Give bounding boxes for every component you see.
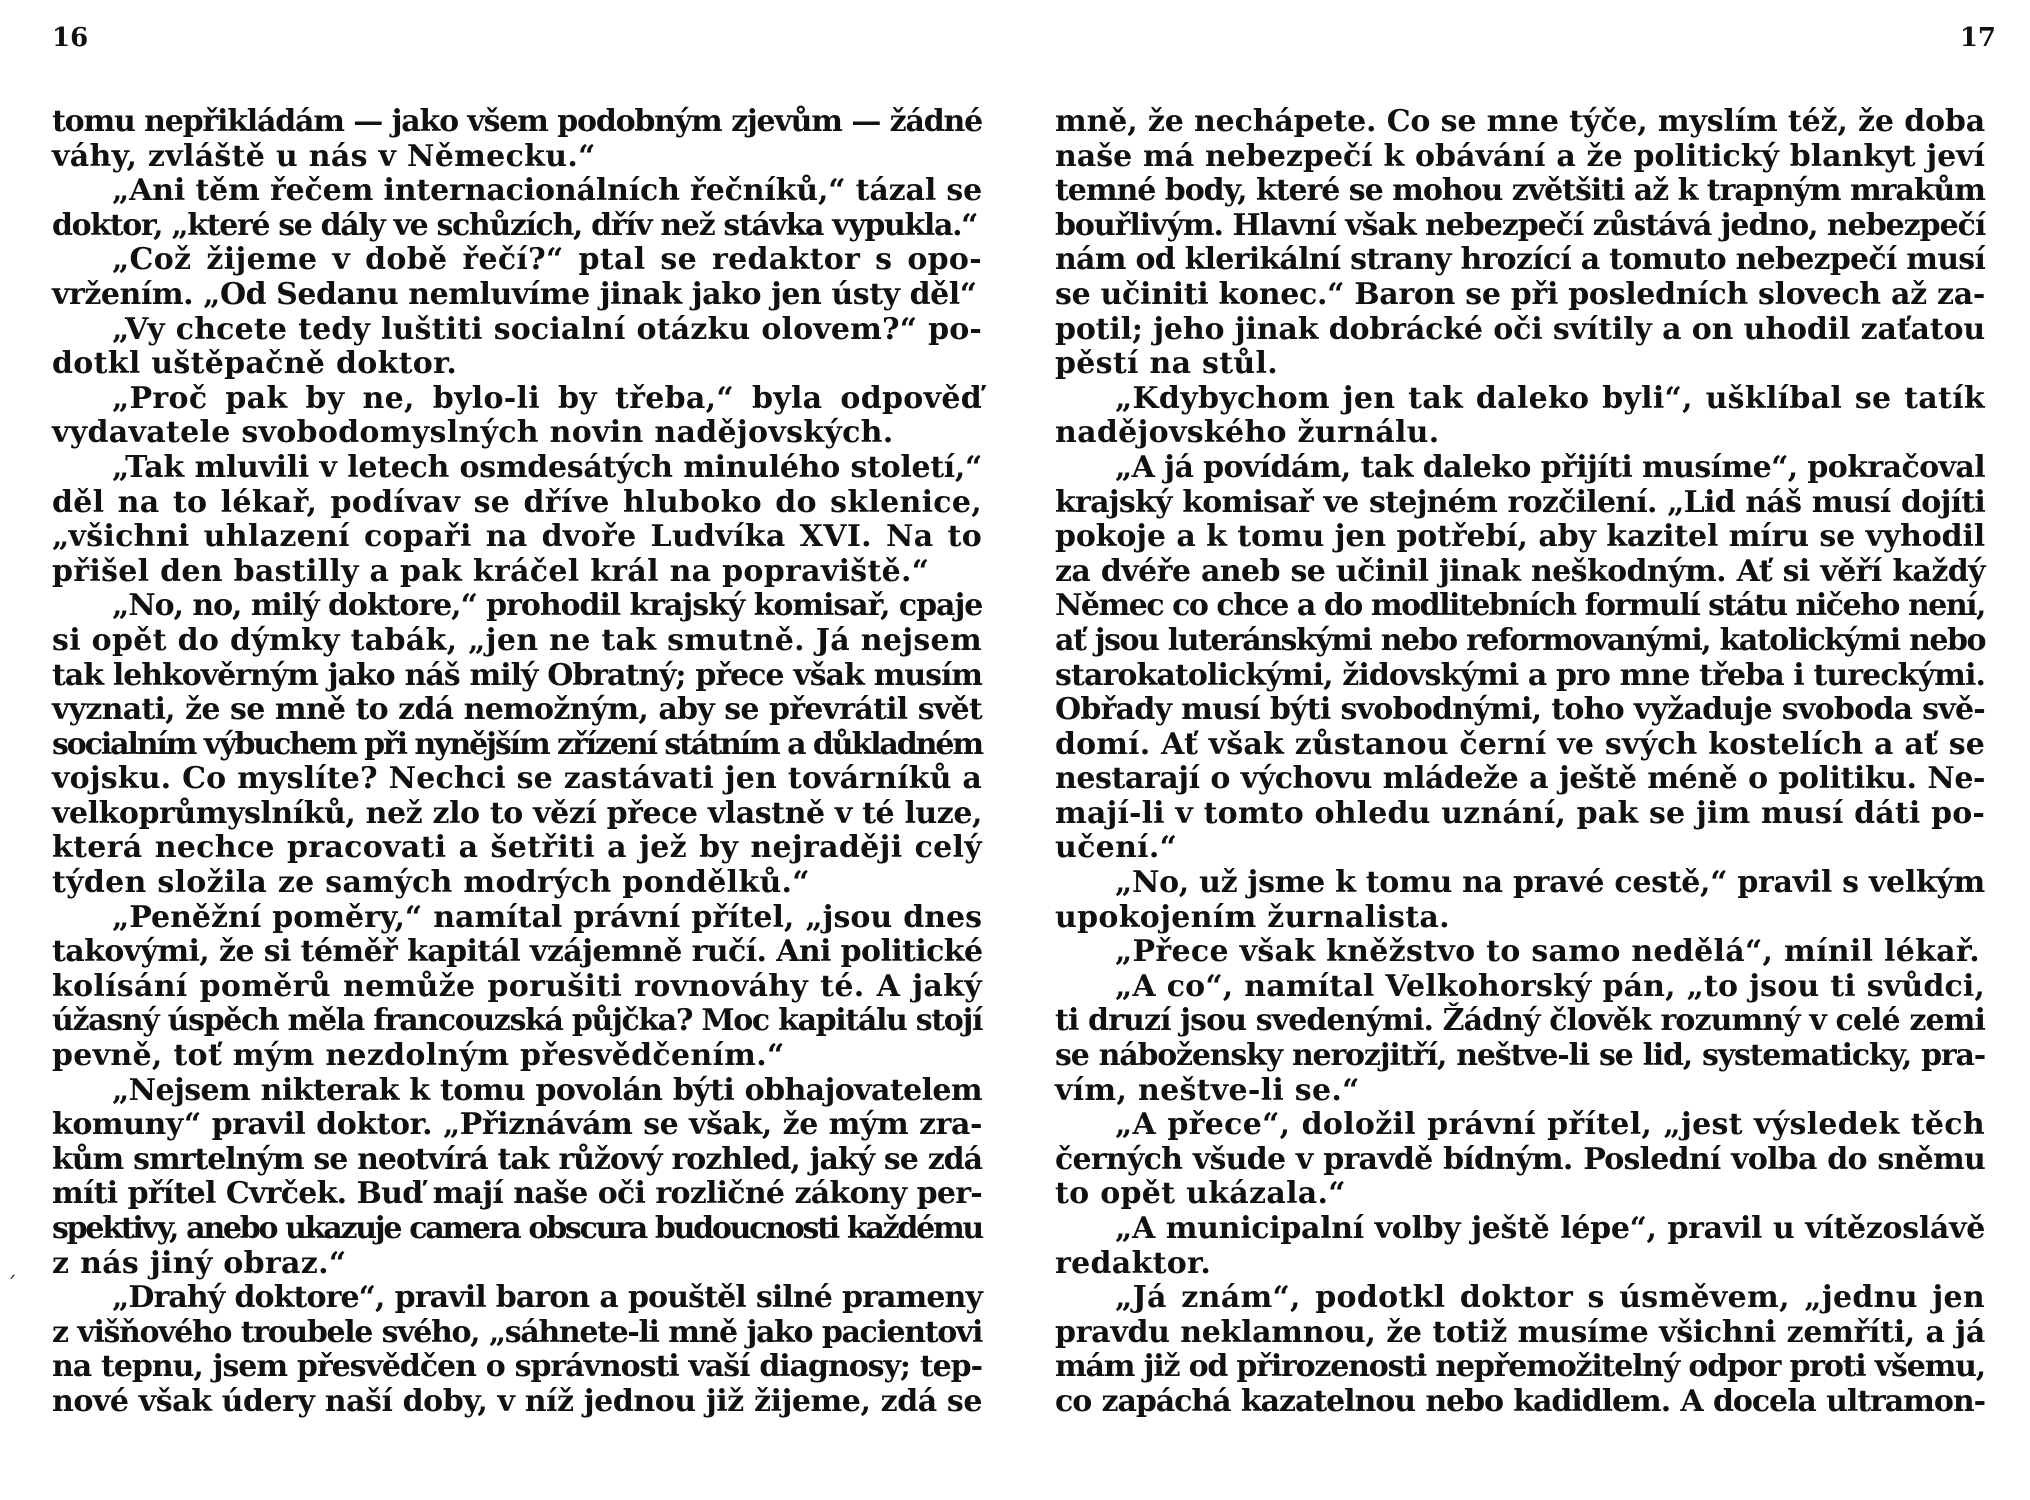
text-line: velkoprůmyslníků, než zlo to vězí přece vlastně v té luze, [52,795,982,831]
left-page-text [52,105,982,1420]
text-line: naše má nebezpečí k obávání a že politický blankyt jeví [1055,138,1985,174]
text-line: „Ani těm řečem internacionálních řečníků,“ tázal se [112,173,983,209]
text-line: pevně, toť mým nezdolným přesvědčením.“ [52,1038,785,1074]
text-line: krajský komisař ve stejném rozčilení. „Lid náš musí dojíti [1055,484,1985,520]
text-line: mám již od přirozenosti nepřemožitelný odpor proti všemu, [1055,1349,1985,1385]
text-line: upokojením žurnalista. [1055,899,1450,935]
text-line: „A přece“, doložil právní přítel, „jest výsledek těch [1115,1107,1985,1143]
text-line: „Tak mluvili v letech osmdesátých minulého století,“ [112,449,982,485]
text-line: potil; jeho jinak dobrácké oči svítily a on uhodil zaťatou [1055,311,1985,347]
text-line: „Kdybychom jen tak daleko byli“, ušklíbal se tatík [1115,380,1985,416]
text-line: se nábožensky nerozjitří, neštve-li se lid, systematicky, pra- [1055,1038,1985,1074]
text-line: redaktor. [1055,1245,1212,1281]
text-line: na tepnu, jsem přesvědčen o správnosti vaší diagnosy; tep- [52,1349,982,1385]
text-line: děl na to lékař, podívav se dříve hluboko do sklenice, [52,484,982,520]
text-line: „Drahý doktore“, pravil baron a pouštěl silné prameny [112,1280,982,1316]
text-line: „Vy chcete tedy luštiti socialní otázku olovem?“ po- [112,311,982,347]
text-line: temné body, které se mohou zvětšiti až k trapným mrakům [1055,173,1985,209]
text-line: která nechce pracovati a šetřiti a jež by nejraději celý [52,830,982,866]
text-line: „No, už jsme k tomu na pravé cestě,“ pravil s velkým [1115,865,1985,901]
text-line: nestarají o výchovu mládeže a ještě méně o politiku. Ne- [1055,761,1985,797]
text-line: „Což žijeme v době řečí?“ ptal se redaktor s opo- [112,242,982,278]
text-line: z nás jiný obraz.“ [52,1245,347,1281]
text-line: „A municipalní volby ještě lépe“, pravil u vítězoslávě [1115,1211,1985,1246]
text-line: mají-li v tomto ohledu uznání, pak se jim musí dáti po- [1055,795,1985,831]
text-line: „Já znám“, podotkl doktor s úsměvem, „jednu jen [1115,1280,1985,1316]
text-line: pokoje a k tomu jen potřebí, aby kazitel míru se vyhodil [1055,519,1985,555]
text-line: přišel den bastilly a pak kráčel král na popraviště.“ [52,553,930,589]
text-line: týden složila ze samých modrých pondělků.“ [52,865,810,901]
text-line: tak lehkověrným jako náš milý Obratný; přece však musím [52,657,982,693]
text-line: pravdu neklamnou, že totiž musíme všichni zemříti, a já [1055,1314,1985,1350]
text-line: váhy, zvláště u nás v Německu.“ [52,138,596,174]
text-line: komuny“ pravil doktor. „Přiznávám se však, že mým zra- [52,1107,982,1143]
text-line: „A co“, namítal Velkohorský pán, „to jsou ti svůdci, [1115,968,1985,1004]
text-line: z višňového troubele svého, „sáhnete-li mně jako pacientovi [52,1314,982,1350]
text-line: vyznati, že se mně to zdá nemožným, aby se převrátil svět [52,692,982,728]
text-line: bouřlivým. Hlavní však nebezpečí zůstává jedno, nebezpečí [1055,207,1986,243]
text-line: míti přítel Cvrček. Buď mají naše oči rozličné zákony per- [52,1176,982,1212]
text-line: kům smrtelným se neotvírá tak růžový rozhled, jaký se zdá [52,1141,982,1177]
text-line: ti druzí jsou svedenými. Žádný člověk rozumný v celé zemi [1055,1003,1985,1039]
text-line: doktor, „které se dály ve schůzích, dřív než stávka vypukla.“ [52,207,978,243]
right-page-text [1055,105,1985,1420]
text-line: vydavatele svobodomyslných novin nadějovských. [52,415,894,451]
text-line: spektivy, anebo ukazuje camera obscura budoucnosti každému [52,1211,982,1246]
text-line: takovými, že si téměř kapitál vzájemně ručí. Ani politické [52,934,983,970]
text-line: úžasný úspěch měla francouzská půjčka? Moc kapitálu stojí [52,1003,982,1039]
text-line: to opět ukázala.“ [1055,1176,1346,1212]
text-line: vržením. „Od Sedanu nemluvíme jinak jako jen ústy děl“ [52,276,977,312]
text-line: učení.“ [1055,830,1178,866]
text-line: nám od klerikální strany hrozící a tomuto nebezpečí musí [1055,242,1986,278]
right-page-number: 17 [1959,23,1996,53]
left-page-number: 16 [52,23,89,53]
text-line: Němec co chce a do modlitebních formulí státu ničeho není, [1055,588,1985,624]
text-line: „Peněžní poměry,“ namítal právní přítel, „jsou dnes [112,899,982,935]
text-line: starokatolickými, židovskými a pro mne třeba i tureckými. [1055,657,1985,693]
text-line: ať jsou luteránskými nebo reformovanými, katolickými nebo [1055,622,1985,658]
text-line: „všichni uhlazení copaři na dvoře Ludvíka XVI. Na to [52,519,982,555]
text-line: „Přece však kněžstvo to samo nedělá“, mínil lékař. [1115,934,1981,970]
text-line: tomu nepřikládám — jako všem podobným zjevům — žádné [52,104,982,139]
text-line: socialním výbuchem při nynějším zřízení státním a důkladném [52,726,982,762]
text-line: kolísání poměrů nemůže porušiti rovnováhy té. A jaký [52,968,982,1004]
text-line: vojsku. Co myslíte? Nechci se zastávati jen továrníků a [52,761,982,797]
text-line: Obřady musí býti svobodnými, toho vyžaduje svoboda svě- [1055,692,1985,728]
right-page [1015,0,2030,1500]
text-line: „No, no, milý doktore,“ prohodil krajský komisař, cpaje [112,588,983,624]
text-line: dotkl uštěpačně doktor. [52,346,458,382]
margin-mark: ´ [6,1274,17,1299]
text-line: za dvéře aneb se učinil jinak neškodným. Ať si věří každý [1055,553,1985,589]
text-line: domí. Ať však zůstanou černí ve svých kostelích a ať se [1055,726,1985,762]
text-line: nadějovského žurnálu. [1055,415,1440,451]
text-line: „Proč pak by ne, bylo-li by třeba,“ byla odpověď [112,380,982,416]
text-line: mně, že nechápete. Co se mne týče, myslím též, že doba [1055,104,1985,139]
text-line: „A já povídám, tak daleko přijíti musíme“, pokračoval [1115,449,1985,485]
text-line: co zapáchá kazatelnou nebo kadidlem. A docela ultramon- [1055,1383,1985,1419]
text-line: vím, neštve-li se.“ [1055,1072,1360,1108]
text-line: „Nejsem nikterak k tomu povolán býti obhajovatelem [112,1072,982,1108]
text-line: si opět do dýmky tabák, „jen ne tak smutně. Já nejsem [52,622,982,658]
text-line: nové však údery naší doby, v níž jednou již žijeme, zdá se [52,1383,982,1419]
text-line: černých všude v pravdě bídným. Poslední volba do sněmu [1055,1141,1985,1177]
text-line: se učiniti konec.“ Baron se při posledních slovech až za- [1055,276,1985,312]
text-line: pěstí na stůl. [1055,346,1278,382]
